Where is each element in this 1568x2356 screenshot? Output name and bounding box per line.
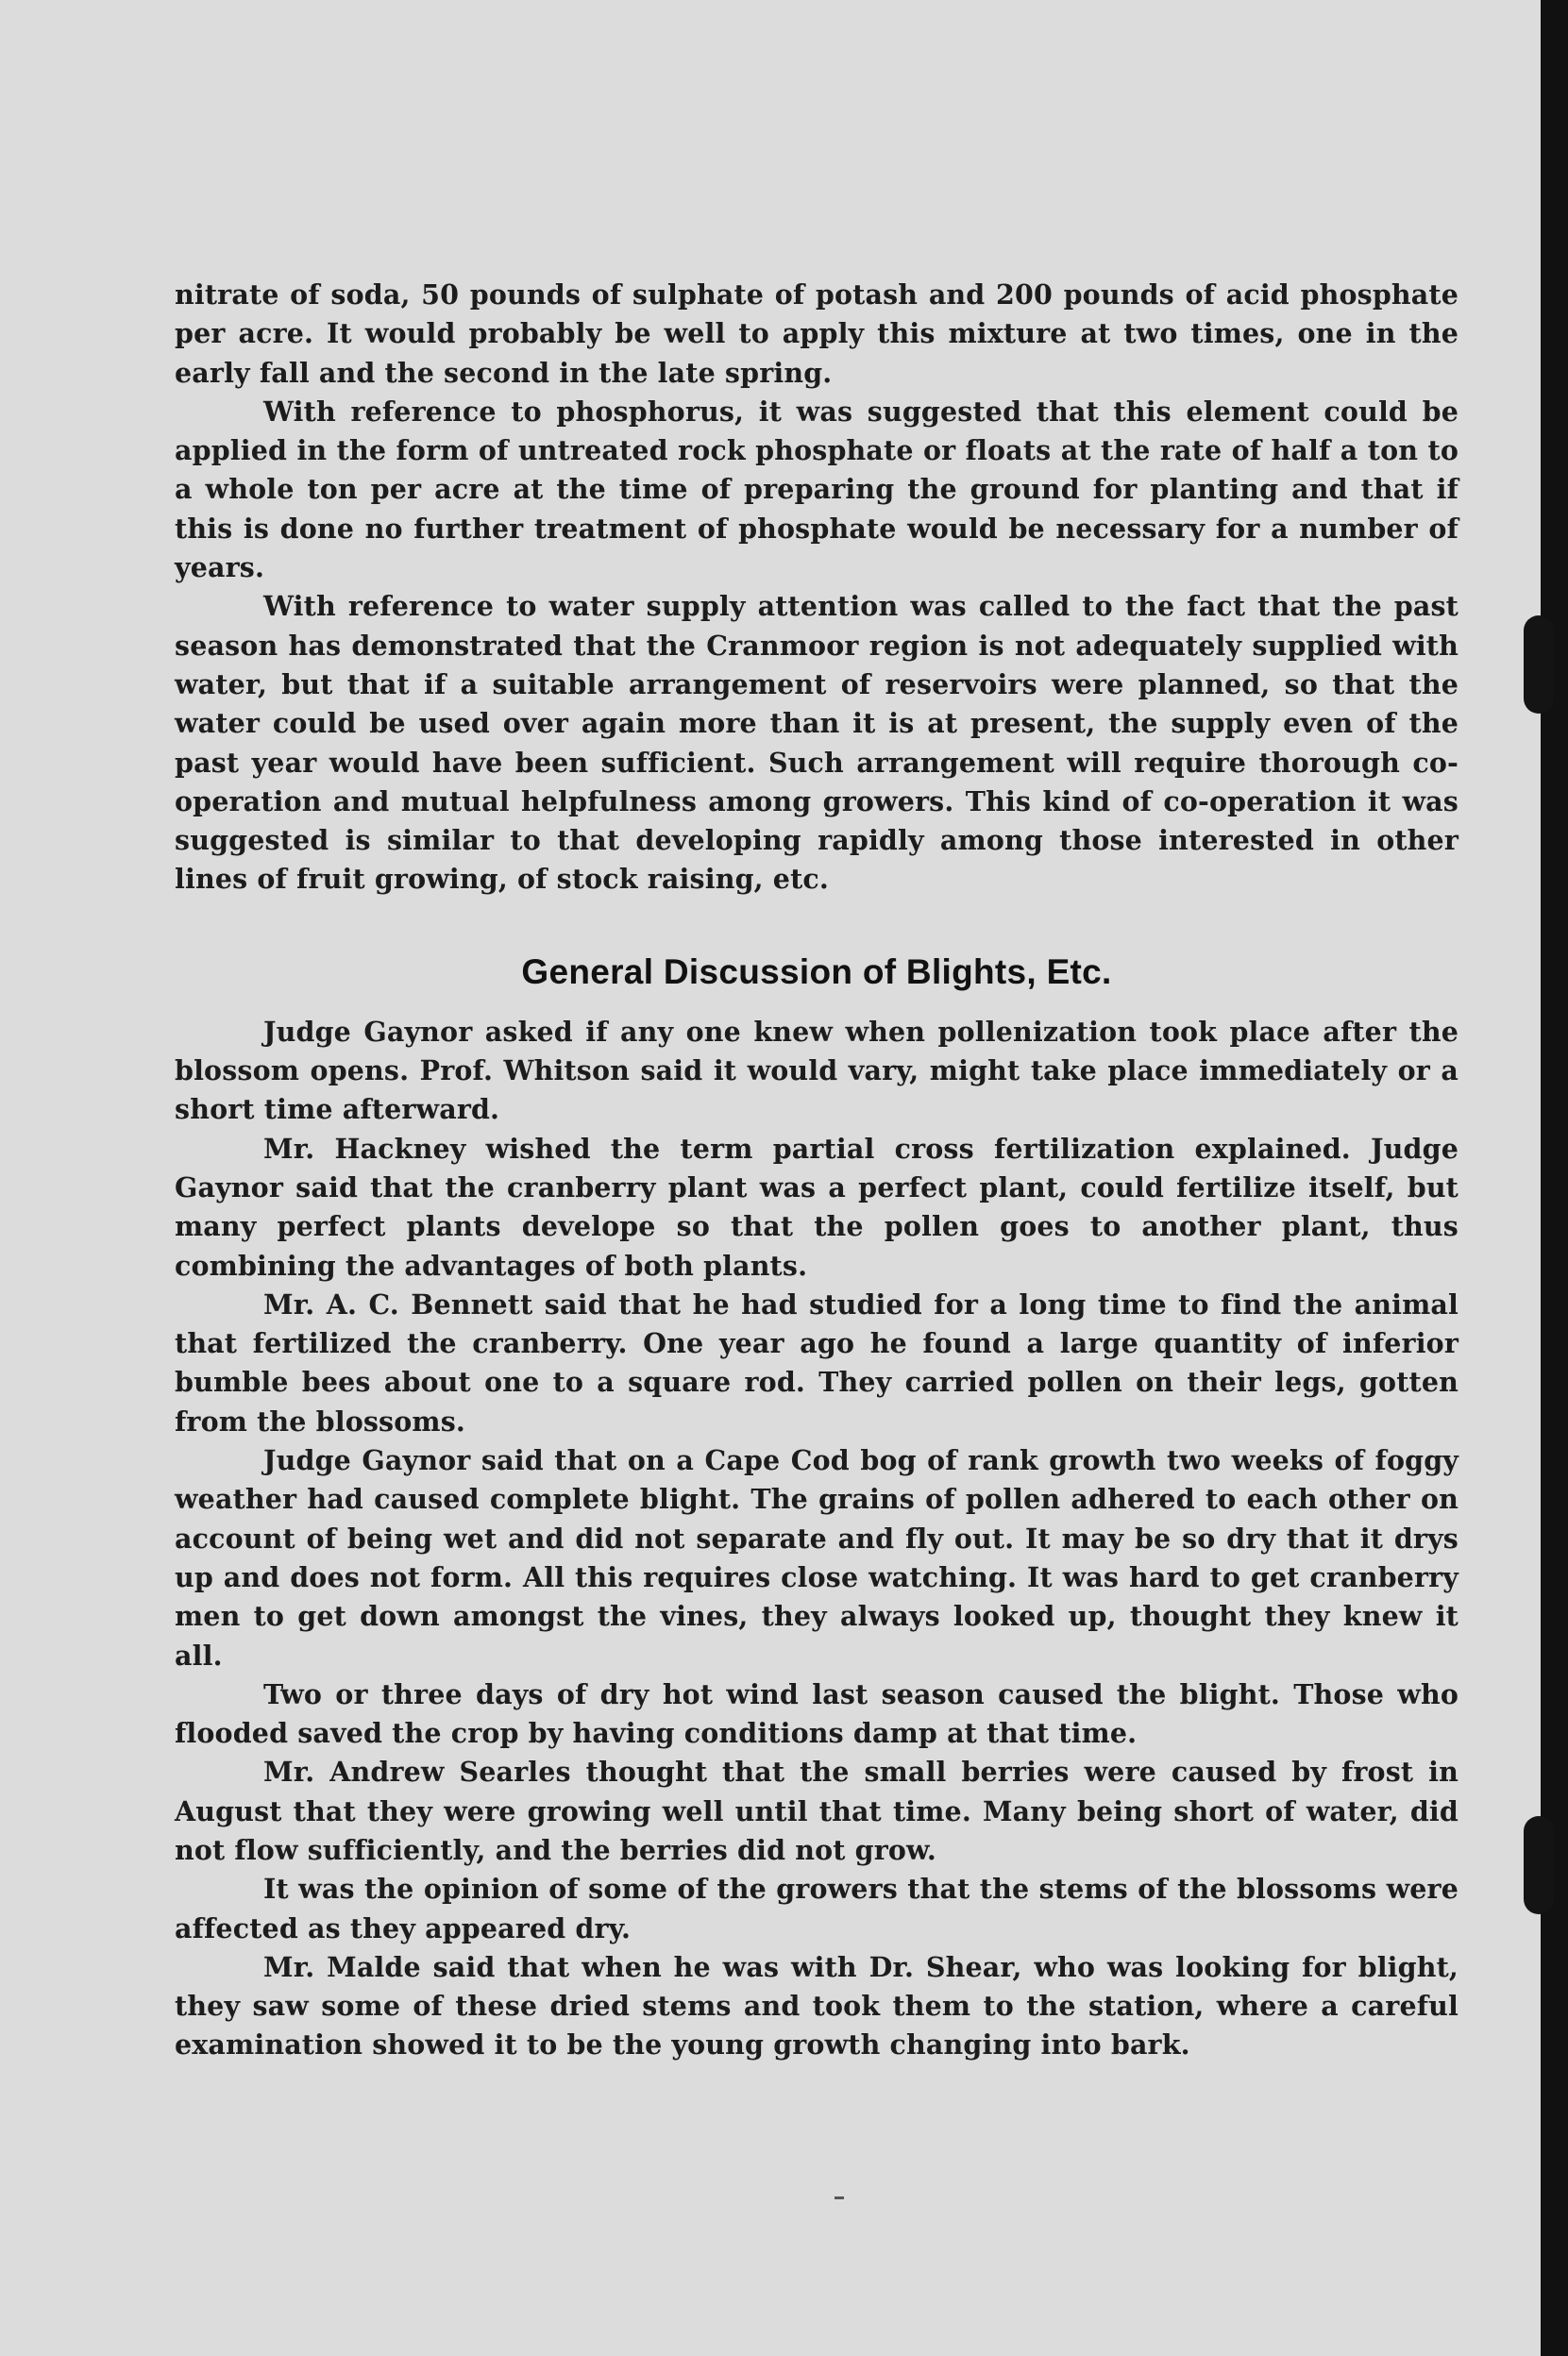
page-edge [1541,0,1568,2356]
paragraph: With reference to phosphorus, it was suggested that this element could be applied in the form of untreated rock phosphate or floats at the rate of half a ton to a whole ton per acre at the time of preparing the ground for planting and that if this is done no further treatment of phosphate would be necessary for a number of years. [175,395,1458,584]
binding-tab [1524,615,1554,714]
paragraph: Mr. Hackney wished the term partial cross fertilization explained. Judge Gaynor said that the cranberry plant was a perfect plant, could fertilize itself, but many perfect plants develope so that the pollen goes to another plant, thus combining the advantages of both plants. [175,1132,1458,1282]
paragraph: Two or three days of dry hot wind last season caused the blight. Those who flooded saved the crop by having conditions damp at that time. [175,1677,1458,1750]
paragraph: Mr. Andrew Searles thought that the small berries were caused by frost in August that they were growing well until that time. Many being short of water, did not flow sufficiently, and the berries did not grow. [175,1756,1458,1866]
paragraph: Judge Gaynor said that on a Cape Cod bog of rank growth two weeks of foggy weather had caused complete blight. The grains of pollen adhered to each other on account of being wet and did not separate and fly out. It may be so dry that it drys up and does not form. All this requires close watching. It was hard to get cranberry men to get down amongst the vines, they always looked up, thought they knew it all. [175,1444,1458,1672]
paragraph: Mr. A. C. Bennett said that he had studied for a long time to find the animal that fertilized the cranberry. One year ago he found a large quantity of inferior bumble bees about one to a square rod. They carried pollen on their legs, gotten from the blossoms. [175,1287,1458,1438]
paragraph: Judge Gaynor asked if any one knew when pollenization took place after the blossom opens. Prof. Whitson said it would vary, might take place immediately or a short time afterward. [175,1015,1458,1126]
page-content [175,276,1458,2065]
paragraph: nitrate of soda, 50 pounds of sulphate of potash and 200 pounds of acid phosphate per acre. It would probably be well to apply this mixture at two times, one in the early fall and the second in the late spring. [175,278,1458,389]
section-heading: General Discussion of Blights, Etc. [521,951,1112,991]
paragraph: It was the opinion of some of the growers that the stems of the blossoms were affected as they appeared dry. [175,1873,1458,1944]
binding-tab [1524,1816,1554,1914]
paragraph: With reference to water supply attention was called to the fact that the past season has demonstrated that the Cranmoor region is not adequately supplied with water, but that if a suitable arrangement of reservoirs were planned, so that the water could be used over again more than it is at present, the supply even of the past year would have been sufficient. Such arrangement will require thorough co-operation and mutual helpfulness among growers. This kind of co-operation it was suggested is similar to that developing rapidly among those interested in other lines of fruit growing, of stock raising, etc. [175,590,1458,896]
page-mark [835,2196,844,2199]
paragraph: Mr. Malde said that when he was with Dr. Shear, who was looking for blight, they saw some of these dried stems and took them to the station, where a careful examination showed it to be the young growth changing into bark. [175,1950,1458,2062]
